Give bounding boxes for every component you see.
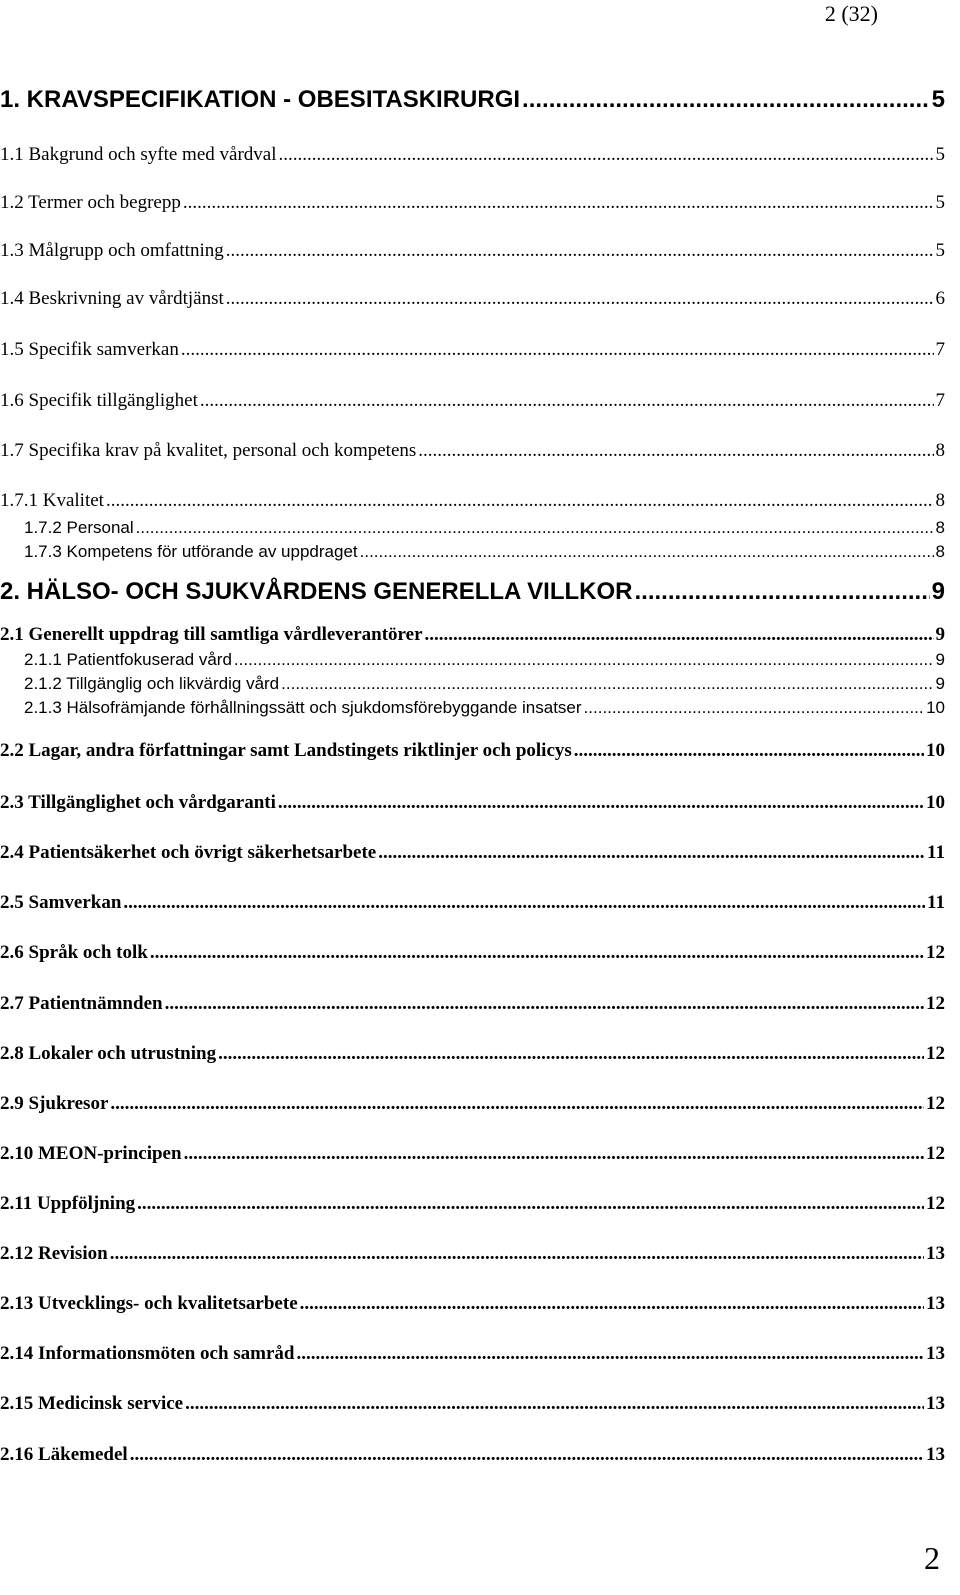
toc-leader-dots — [635, 578, 930, 606]
toc-entry-page: 5 — [931, 86, 945, 113]
toc-entry-page: 10 — [926, 698, 945, 717]
toc-entry-page: 9 — [931, 578, 945, 605]
toc-entry-page: 10 — [926, 740, 945, 761]
toc-entry[interactable] — [24, 542, 945, 562]
toc-entry-title: 2.1.3 Hälsofrämjande förhållningssätt och sjukdomsförebyggande insatser — [24, 698, 582, 717]
toc-leader-dots — [297, 1343, 925, 1365]
toc-entry-title: 2.11 Uppföljning — [0, 1193, 136, 1214]
toc-leader-dots — [106, 490, 934, 512]
toc-entry-page: 10 — [926, 792, 945, 813]
toc-entry[interactable] — [0, 1143, 945, 1165]
toc-entry[interactable] — [0, 339, 945, 361]
toc-entry-title: 1.6 Specifik tillgänglighet — [0, 390, 198, 411]
toc-leader-dots — [360, 542, 934, 562]
toc-leader-dots — [226, 288, 934, 310]
toc-entry-title: 2.12 Revision — [0, 1243, 108, 1264]
toc-entry-page: 11 — [927, 892, 945, 913]
toc-entry-page: 8 — [935, 440, 945, 461]
toc-leader-dots — [110, 1093, 924, 1115]
toc-entry-title: 1.5 Specifik samverkan — [0, 339, 179, 360]
toc-entry[interactable] — [0, 1444, 945, 1466]
toc-leader-dots — [218, 1043, 924, 1065]
toc-entry[interactable] — [0, 1243, 945, 1265]
toc-leader-dots — [234, 650, 934, 670]
toc-entry-page: 9 — [935, 674, 945, 693]
toc-entry-page: 9 — [935, 650, 945, 669]
toc-entry[interactable] — [0, 240, 945, 262]
toc-entry-page: 8 — [935, 542, 945, 561]
toc-entry[interactable] — [0, 1393, 945, 1415]
toc-entry-title: 1.7.1 Kvalitet — [0, 490, 104, 511]
toc-entry-title: 2. HÄLSO- OCH SJUKVÅRDENS GENERELLA VILLKOR — [0, 578, 633, 605]
toc-entry[interactable] — [0, 288, 945, 310]
toc-entry-page: 13 — [926, 1444, 945, 1465]
toc-entry[interactable] — [0, 1293, 945, 1315]
toc-entry[interactable] — [0, 440, 945, 462]
footer-page-mark: 2 — [924, 1540, 940, 1576]
toc-entry[interactable] — [0, 740, 945, 762]
toc-entry-title: 2.16 Läkemedel — [0, 1444, 128, 1465]
toc-entry[interactable] — [0, 1193, 945, 1215]
toc-leader-dots — [278, 792, 924, 814]
toc-leader-dots — [110, 1243, 924, 1265]
toc-leader-dots — [522, 86, 930, 114]
toc-entry-title: 2.4 Patientsäkerhet och övrigt säkerhetsarbete — [0, 842, 377, 863]
toc-leader-dots — [150, 942, 924, 964]
toc-entry-title: 2.10 MEON-principen — [0, 1143, 182, 1164]
toc-entry-page: 12 — [926, 1093, 945, 1114]
toc-entry-title: 2.3 Tillgänglighet och vårdgaranti — [0, 792, 276, 813]
toc-entry[interactable] — [0, 1343, 945, 1365]
toc-entry-title: 1. KRAVSPECIFIKATION - OBESITASKIRURGI — [0, 86, 521, 113]
toc-entry[interactable] — [0, 993, 945, 1015]
toc-entry-page: 12 — [926, 1043, 945, 1064]
toc-entry-page: 8 — [935, 490, 945, 511]
toc-leader-dots — [181, 339, 934, 361]
toc-entry-title: 2.2 Lagar, andra författningar samt Landstingets riktlinjer och policys — [0, 740, 572, 761]
toc-entry-page: 9 — [935, 624, 945, 645]
toc-entry-title: 1.7.2 Personal — [24, 518, 134, 537]
toc-entry-page: 12 — [926, 1143, 945, 1164]
toc-entry[interactable] — [24, 650, 945, 670]
toc-entry-title: 2.9 Sjukresor — [0, 1093, 109, 1114]
toc-entry[interactable] — [0, 1093, 945, 1115]
toc-entry[interactable] — [0, 942, 945, 964]
toc-entry-page: 8 — [935, 518, 945, 537]
toc-leader-dots — [584, 698, 925, 718]
page-number: 2 (32) — [824, 1, 878, 26]
toc-entry[interactable] — [0, 892, 945, 914]
toc-entry-title: 2.1.2 Tillgänglig och likvärdig vård — [24, 674, 280, 693]
toc-entry-page: 11 — [927, 842, 945, 863]
toc-entry[interactable] — [24, 698, 945, 718]
toc-leader-dots — [281, 674, 933, 694]
toc-entry-title: 2.1.1 Patientfokuserad vård — [24, 650, 232, 669]
toc-leader-dots — [378, 842, 925, 864]
toc-entry[interactable] — [0, 390, 945, 412]
toc-leader-dots — [123, 892, 925, 914]
toc-leader-dots — [183, 192, 934, 214]
toc-entry[interactable] — [0, 144, 945, 166]
toc-entry-title: 2.13 Utvecklings- och kvalitetsarbete — [0, 1293, 298, 1314]
toc-leader-dots — [136, 518, 934, 538]
toc-entry-title: 1.7 Specifika krav på kvalitet, personal och kompetens — [0, 440, 417, 461]
toc-entry-title: 1.2 Termer och begrepp — [0, 192, 181, 213]
toc-entry-title: 2.1 Generellt uppdrag till samtliga vårdleverantörer — [0, 624, 423, 645]
toc-entry-chapter-1[interactable] — [0, 86, 945, 114]
toc-entry-title: 1.4 Beskrivning av vårdtjänst — [0, 288, 224, 309]
toc-entry-title: 1.7.3 Kompetens för utförande av uppdraget — [24, 542, 358, 561]
toc-entry-page: 12 — [926, 993, 945, 1014]
toc-entry-page: 6 — [935, 288, 945, 309]
toc-entry-page: 5 — [935, 144, 945, 165]
toc-entry-title: 2.8 Lokaler och utrustning — [0, 1043, 217, 1064]
toc-leader-dots — [200, 390, 934, 412]
toc-entry[interactable] — [0, 192, 945, 214]
toc-entry-page: 13 — [926, 1343, 945, 1364]
toc-entry-page: 13 — [926, 1243, 945, 1264]
toc-leader-dots — [278, 144, 933, 166]
toc-entry-title: 2.14 Informationsmöten och samråd — [0, 1343, 295, 1364]
toc-entry-page: 5 — [935, 240, 945, 261]
toc-leader-dots — [185, 1393, 924, 1415]
toc-entry-page: 12 — [926, 942, 945, 963]
toc-entry-page: 7 — [935, 390, 945, 411]
toc-entry[interactable] — [0, 490, 945, 512]
toc-leader-dots — [574, 740, 924, 762]
toc-entry[interactable] — [24, 518, 945, 538]
toc-entry-title: 1.1 Bakgrund och syfte med vårdval — [0, 144, 277, 165]
toc-entry-page: 13 — [926, 1393, 945, 1414]
toc-leader-dots — [165, 993, 924, 1015]
toc-leader-dots — [418, 440, 933, 462]
toc-leader-dots — [226, 240, 934, 262]
toc-leader-dots — [300, 1293, 924, 1315]
toc-entry-chapter-2[interactable] — [0, 578, 945, 606]
toc-entry-title: 2.5 Samverkan — [0, 892, 122, 913]
toc-entry-page: 5 — [935, 192, 945, 213]
toc-entry[interactable] — [0, 624, 945, 646]
toc-entry-page: 12 — [926, 1193, 945, 1214]
toc-entry-title: 2.7 Patientnämnden — [0, 993, 163, 1014]
toc-leader-dots — [130, 1444, 924, 1466]
toc-entry-page: 7 — [935, 339, 945, 360]
toc-leader-dots — [137, 1193, 924, 1215]
toc-entry[interactable] — [0, 842, 945, 864]
toc-leader-dots — [184, 1143, 924, 1165]
toc-entry-title: 1.3 Målgrupp och omfattning — [0, 240, 224, 261]
toc-entry[interactable] — [0, 792, 945, 814]
toc-entry-title: 2.15 Medicinsk service — [0, 1393, 184, 1414]
toc-entry-title: 2.6 Språk och tolk — [0, 942, 148, 963]
toc-entry-page: 13 — [926, 1293, 945, 1314]
toc-entry[interactable] — [0, 1043, 945, 1065]
toc-leader-dots — [425, 624, 934, 646]
toc-entry[interactable] — [24, 674, 945, 694]
